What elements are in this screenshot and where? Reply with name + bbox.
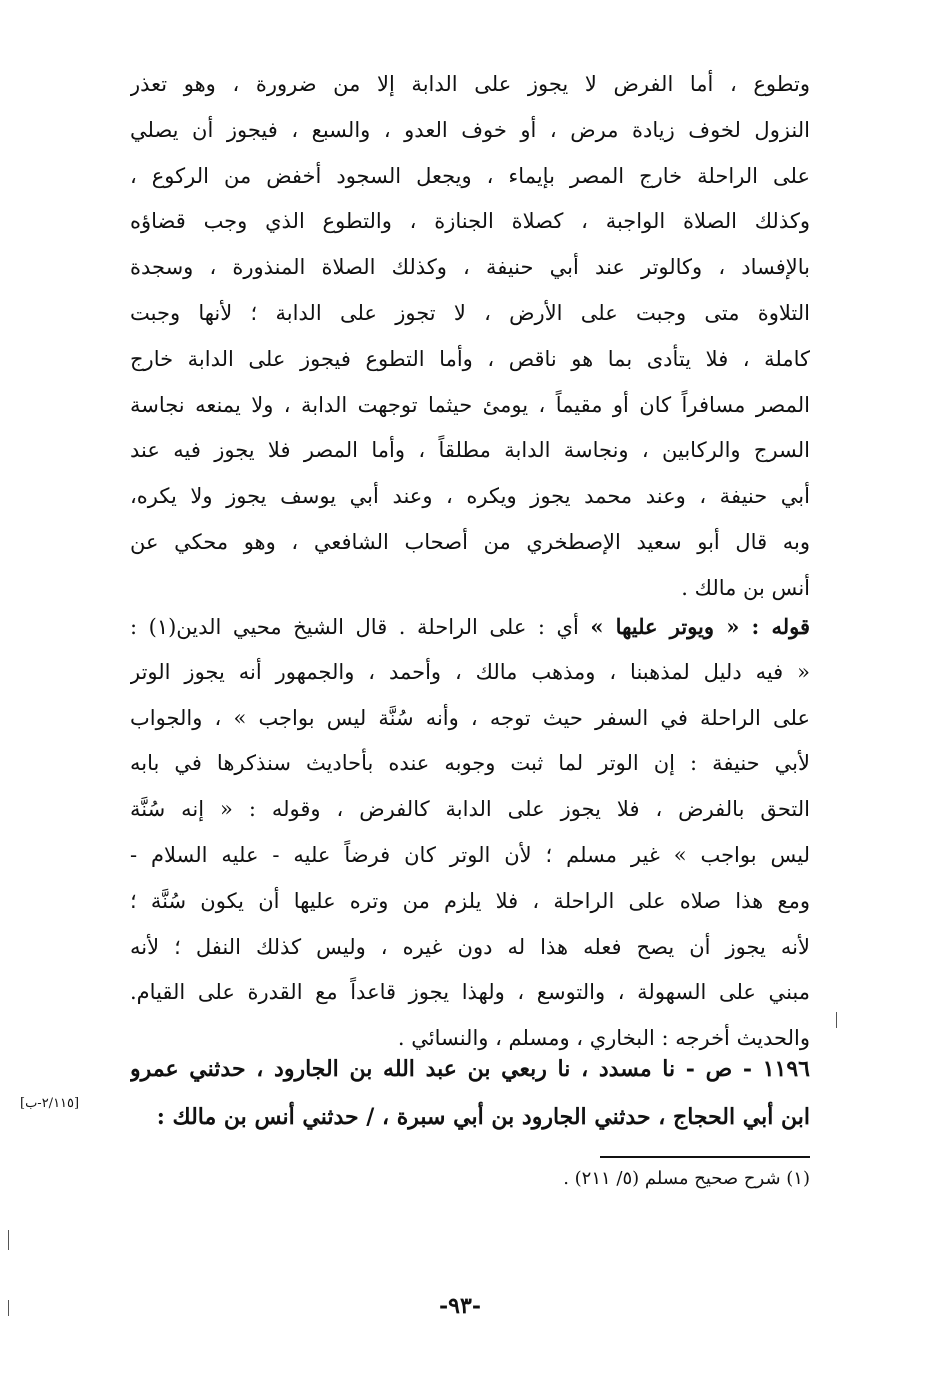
scan-artifact <box>8 1300 9 1316</box>
commentary-lemma: قوله : « ويوتر عليها » <box>590 614 810 639</box>
text-line: كاملة ، فلا يتأدى بما هو ناقص ، وأما التطوع فيجوز على الدابة خارج <box>130 346 810 371</box>
text-line: لأنه يجوز أن يصح فعله هذا له دون غيره ، وليس كذلك النفل ؛ لأنه <box>130 934 810 959</box>
scan-artifact <box>8 1230 9 1250</box>
paragraph-1 <box>130 62 810 612</box>
hadith-line: ١١٩٦ - ص - نا مسدد ، نا ربعي بن عبد الله بن الجارود ، حدثني عمرو <box>130 1056 810 1082</box>
paragraph-2 <box>130 604 810 1062</box>
text-line: ومع هذا صلاه على الراحلة ، فلا يلزم من وتره عليها أن يكون سُنَّة ؛ <box>130 888 810 913</box>
text-line: وبه قال أبو سعيد الإصطخري من أصحاب الشافعي ، وهو محكي عن <box>130 529 810 554</box>
lemma-explanation: أي : على الراحلة . قال الشيخ محيي الدين(١) : <box>130 615 591 639</box>
text-line: وكذلك الصلاة الواجبة ، كصلاة الجنازة ، والتطوع الذي وجب قضاؤه <box>130 209 810 234</box>
scan-artifact <box>836 1012 837 1028</box>
text-line: مبني على السهولة ، والتوسع ، ولهذا يجوز قاعداً مع القدرة على القيام. <box>130 980 810 1005</box>
manuscript-folio-note: [٢/١١٥-ب] <box>20 1096 80 1111</box>
text-line: « فيه دليل لمذهبنا ، ومذهب مالك ، وأحمد ، والجمهور أنه يجوز الوتر <box>130 659 810 684</box>
text-line: على الراحلة خارج المصر بإيماء ، ويجعل السجود أخفض من الركوع ، <box>130 163 810 188</box>
footnote-divider <box>600 1156 810 1158</box>
text-line: لأبي حنيفة : إن الوتر لما ثبت وجوبه عنده بأحاديث سنذكرها في بابه <box>130 751 810 776</box>
text-line: التلاوة متى وجبت على الأرض ، لا تجوز على الدابة ؛ لأنها وجبت <box>130 300 810 325</box>
text-line: المصر مسافراً كان أو مقيماً ، يومئ حيثما توجهت الدابة ، ولا يمنعه نجاسة <box>130 392 810 417</box>
text-line: على الراحلة في السفر حيث توجه ، وأنه سُنَّة ليس بواجب » ، والجواب <box>130 705 810 730</box>
page-number: -٩٣- <box>439 1293 481 1319</box>
text-line <box>130 604 810 650</box>
text-line: النزول لخوف زيادة مرض ، أو خوف العدو ، والسبع ، فيجوز أن يصلي <box>130 117 810 142</box>
text-line: أبي حنيفة ، وعند محمد يجوز ويكره ، وعند أبي يوسف يجوز ولا يكره، <box>130 484 810 509</box>
text-line: والحديث أخرجه : البخاري ، ومسلم ، والنسائي . <box>397 1026 810 1051</box>
footnote: (١) شرح صحيح مسلم (٥/ ٢١١) . <box>563 1168 810 1189</box>
text-line: التحق بالفرض ، فلا يجوز على الدابة كالفرض ، وقوله : « إنه سُنَّة <box>130 797 810 822</box>
text-line: أنس بن مالك . <box>681 575 810 600</box>
text-line: ليس بواجب » غير مسلم ؛ لأن الوتر كان فرضاً عليه - عليه السلام - <box>130 842 810 867</box>
text-line: وتطوع ، أما الفرض لا يجوز على الدابة إلا من ضرورة ، وهو تعذر <box>130 72 810 96</box>
hadith-line: ابن أبي الحجاج ، حدثني الجارود بن أبي سبرة ، / حدثني أنس بن مالك : <box>156 1104 810 1130</box>
text-line: السرج والركابين ، ونجاسة الدابة مطلقاً ، وأما المصر فلا يجوز فيه عند <box>130 438 810 463</box>
hadith-entry <box>130 1045 810 1141</box>
text-line: بالإفساد ، وكالوتر عند أبي حنيفة ، وكذلك الصلاة المنذورة ، وسجدة <box>130 255 810 280</box>
